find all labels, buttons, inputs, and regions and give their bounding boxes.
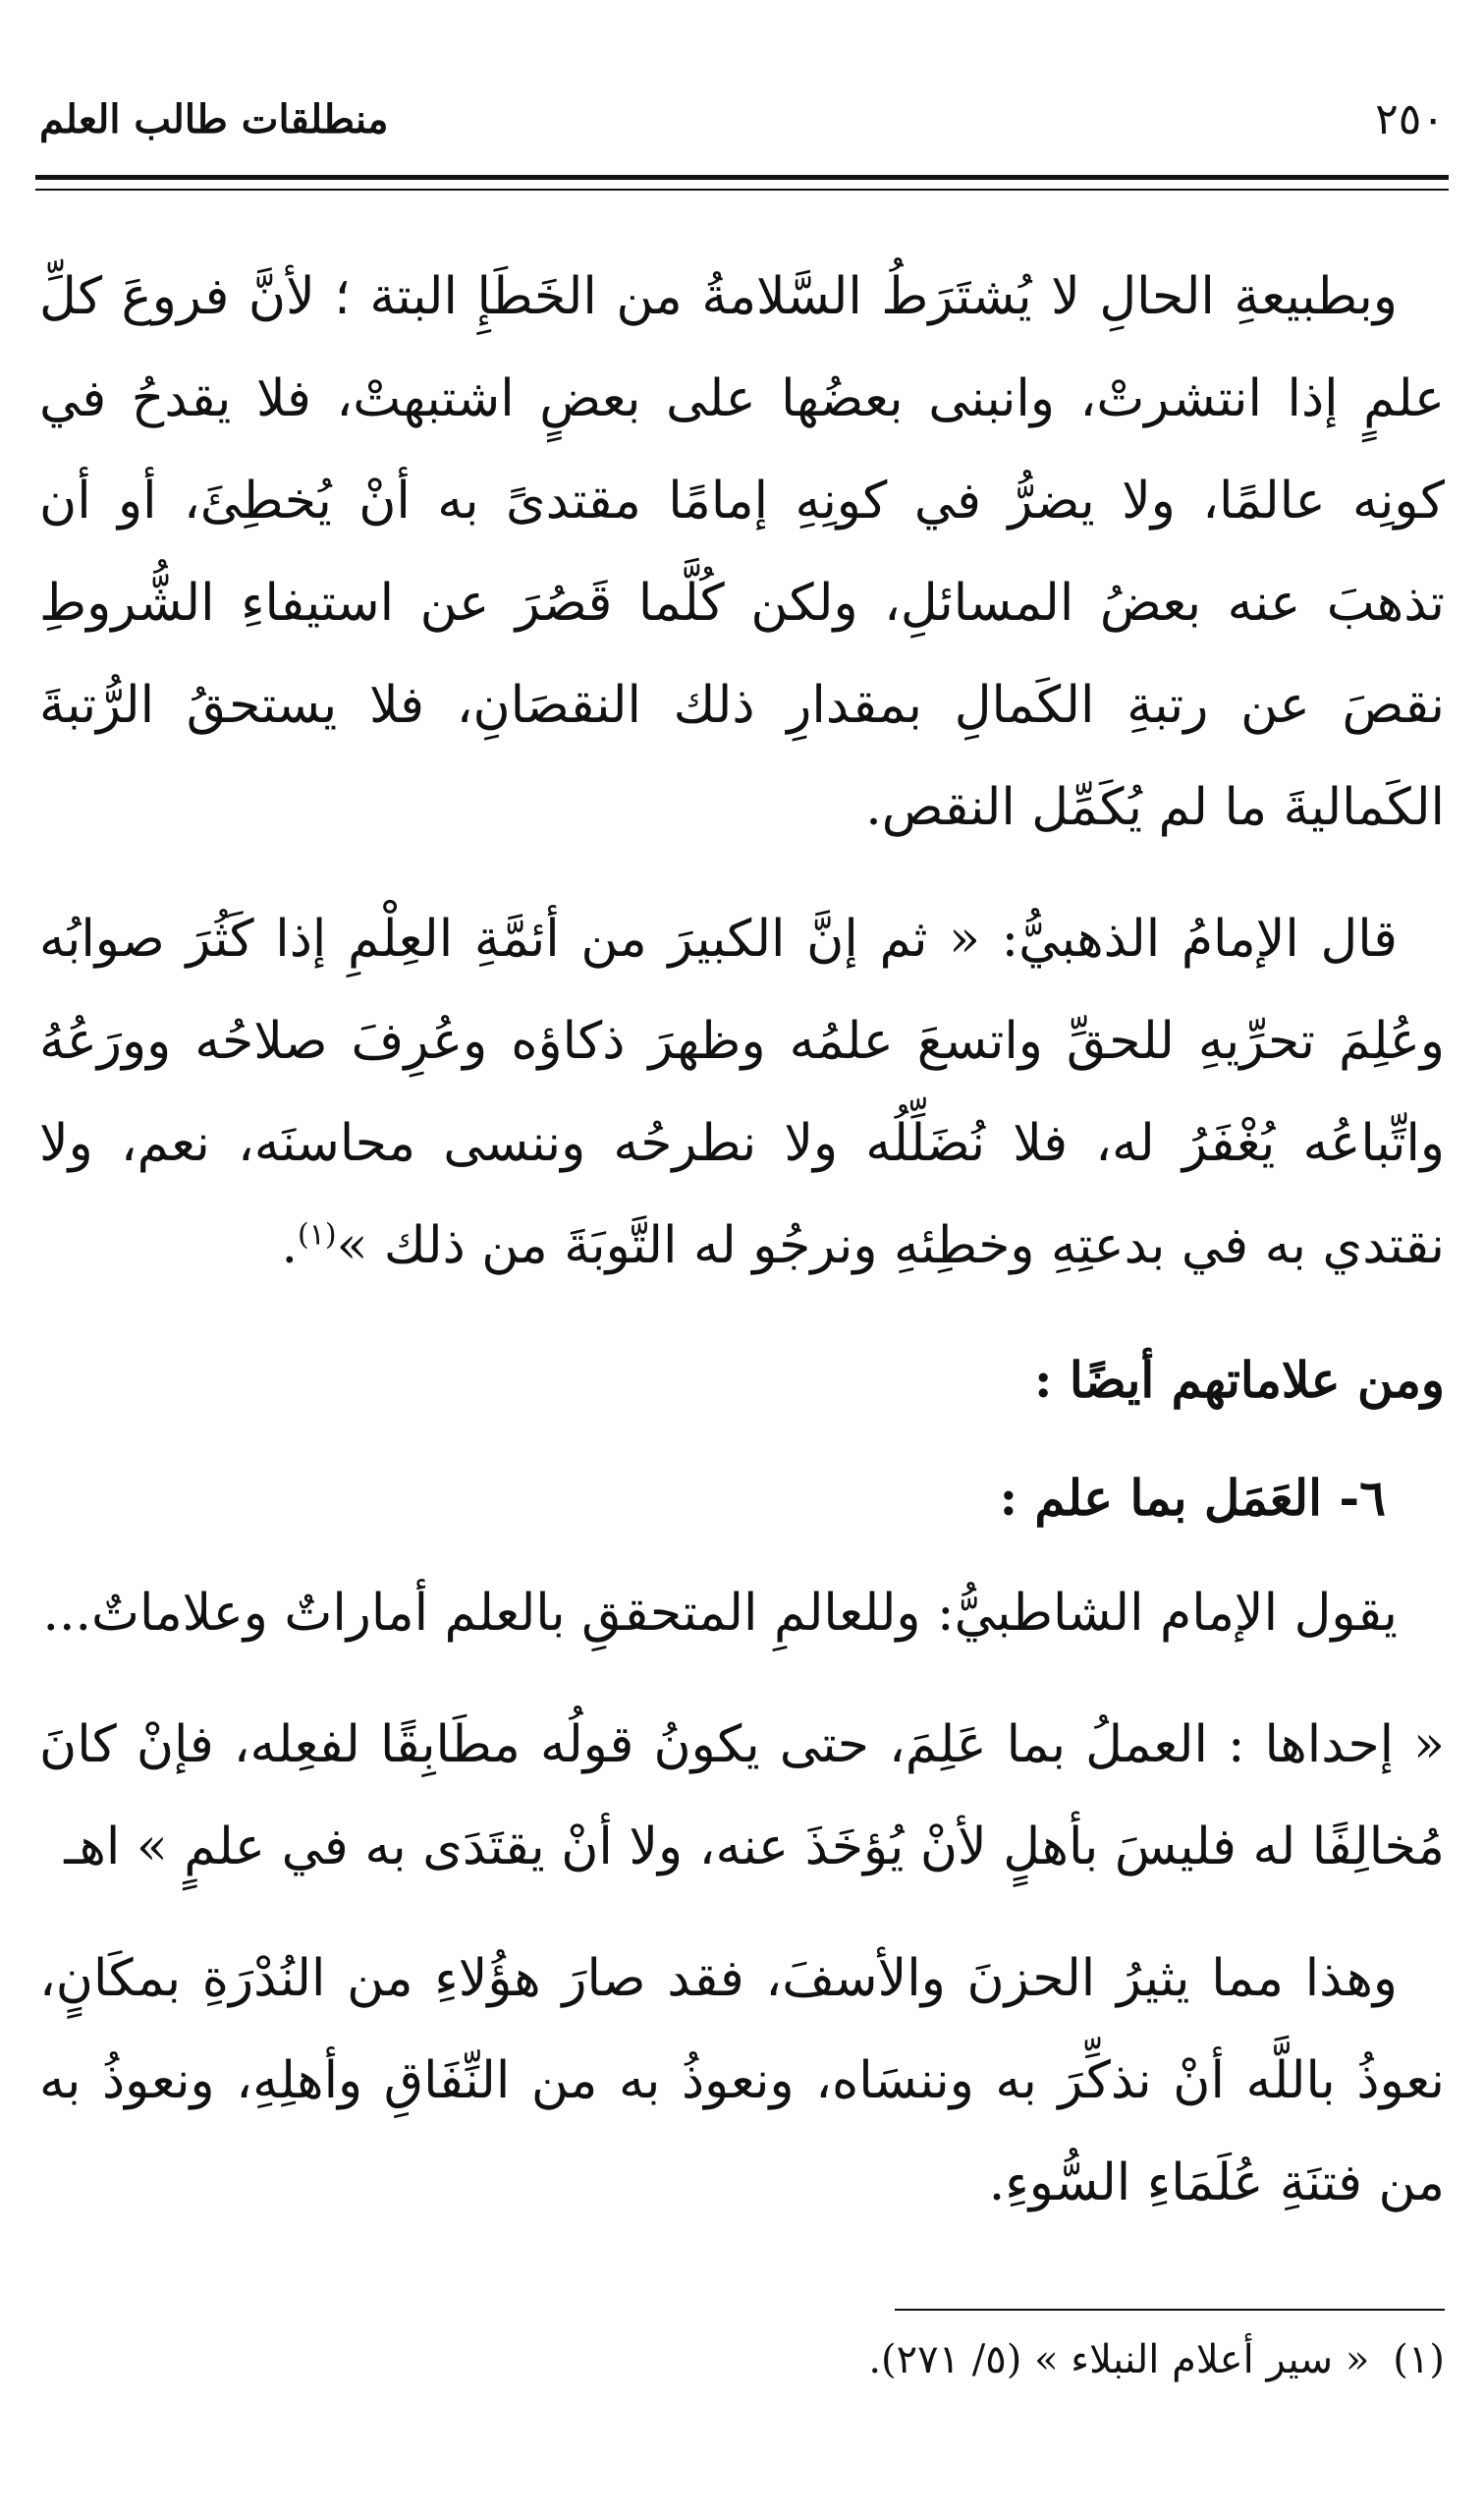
footnote — [39, 2330, 1445, 2389]
header-rule-thin — [35, 189, 1449, 191]
header-rule-thick — [35, 175, 1449, 180]
page-header — [39, 90, 1445, 149]
paragraph-2-quote: قال الإمامُ الذهبيُّ: « ثم إنَّ الكبيرَ من أئمَّةِ العِلْمِ إذا كَثُرَ صوابُه وعُلِمَ تحرِّيهِ للحقِّ واتسعَ علمُه وظهرَ ذكاؤه وعُرِفَ صلاحُه وورَعُهُ واتِّباعُه يُغْفَرُ له، فلا نُضَلِّلُه ولا نطرحُه وننسى محاسنَه، نعم، ولا نقتدي به في بدعتِهِ وخطِئهِ ونرجُو له التَّوبَةَ من ذلك »$^{(١)}$. — [39, 910, 1445, 1275]
page-body — [39, 246, 1445, 2264]
paragraph-1: وبطبيعةِ الحالِ لا يُشتَرَطُ السَّلامةُ من الخَطَإِ البتة ؛ لأنَّ فروعَ كلِّ علمٍ إذا انتشرتْ، وانبنى بعضُها على بعضٍ اشتبهتْ، فلا يقدحُ في كونِه عالمًا، ولا يضرُّ في كونِهِ إمامًا مقتدىً به أنْ يُخطِئَ، أو أن تذهبَ عنه بعضُ المسائلِ، ولكن كُلَّما قَصُرَ عن استيفاءِ الشُّروطِ نقصَ عن رتبةِ الكَمالِ بمقدارِ ذلك النقصَانِ، فلا يستحقُ الرُّتبةَ الكَماليةَ ما لم يُكَمِّل النقص. — [39, 267, 1445, 837]
page-number: ٢٥٠ — [1375, 94, 1445, 144]
paragraph-5: وهذا مما يثيرُ الحزنَ والأسفَ، فقد صارَ هؤُلاءِ من النُدْرَةِ بمكَانٍ، نعوذُ باللَّه أنْ نذكِّرَ به وننسَاه، ونعوذُ به من النِّفَاقِ وأهلِهِ، ونعوذُ به من فتنَةِ عُلَمَاءِ السُّوءِ. — [39, 1949, 1445, 2212]
subsection-heading: ٦- العَمَل بما علم : — [999, 1469, 1386, 1527]
footnote-text: « سير أعلام النبلاء » (٥/ ٢٧١). — [868, 2337, 1370, 2382]
section-heading: ومن علاماتهم أيضًا : — [1034, 1351, 1445, 1409]
paragraph-4-quote: « إحداها : العملُ بما عَلِمَ، حتى يكونُ قولُه مطَابِقًا لفعِله، فإنْ كانَ مُخالِفًا له فليسَ بأهلٍ لأنْ يُؤخَذَ عنه، ولا أنْ يقتَدَى به في علمٍ » اهـ — [39, 1715, 1445, 1876]
paragraph-3: يقول الإمام الشاطبيُّ: وللعالمِ المتحققِ بالعلم أماراتٌ وعلاماتٌ... — [42, 1584, 1398, 1643]
footnote-reference: (١) — [298, 1217, 337, 1253]
dhahabi-quote: قال الإمامُ الذهبيُّ: « ثم إنَّ الكبيرَ من أئمَّةِ العِلْمِ إذا كَثُرَ صوابُه وعُلِمَ تحرِّيهِ للحقِّ واتسعَ علمُه وظهرَ ذكاؤه وعُرِفَ صلاحُه وورَعُهُ واتِّباعُه يُغْفَرُ له، فلا نُضَلِّلُه ولا نطرحُه وننسى محاسنَه، نعم، ولا نقتدي به في بدعتِهِ وخطِئهِ ونرجُو له التَّوبَةَ من ذلك » — [39, 910, 1445, 1275]
running-title: منطلقات طالب العلم — [39, 96, 389, 142]
footnote-rule — [895, 2309, 1445, 2311]
footnote-mark: (١) — [1393, 2337, 1445, 2382]
